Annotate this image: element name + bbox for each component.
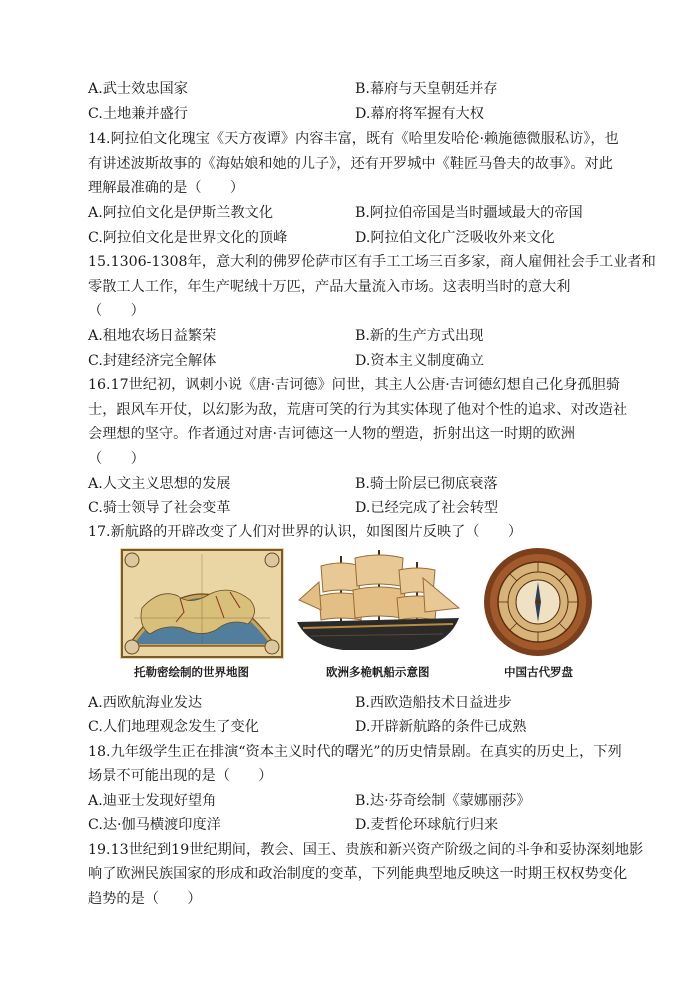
q14-option-a: A.阿拉伯文化是伊斯兰教文化 [88, 205, 274, 221]
q16-option-d: D.已经完成了社会转型 [355, 500, 499, 516]
q13-option-b: B.幕府与天皇朝廷并存 [355, 81, 498, 97]
q16-stem-line-4: （ ） [88, 451, 145, 467]
q19-stem-line-3: 趋势的是（ ） [88, 891, 202, 907]
ptolemy-map-caption: 托勒密绘制的世界地图 [134, 665, 249, 679]
sailing-ship-image [293, 548, 463, 658]
q15-stem-line-2: 零散工人工作，年生产呢绒十万匹，产品大量流入市场。这表明当时的意大利 [88, 279, 571, 295]
q18-stem-line-1: 18.九年级学生正在排演“资本主义时代的曙光”的历史情景剧。在真实的历史上，下列 [88, 744, 622, 760]
ptolemy-map-image [120, 548, 284, 659]
sailing-ship-caption: 欧洲多桅帆船示意图 [326, 665, 430, 679]
q16-option-b: B.骑士阶层已彻底衰落 [355, 476, 498, 492]
q15-stem-line-1: 15.1306-1308年，意大利的佛罗伦萨市区有手工工场三百多家，商人雇佣社会手工业者和 [88, 254, 656, 270]
q15-option-d: D.资本主义制度确立 [355, 353, 484, 369]
q17-option-a: A.西欧航海业发达 [88, 695, 203, 711]
q14-option-d: D.阿拉伯文化广泛吸收外来文化 [355, 230, 555, 246]
q16-stem-line-1: 16.17世纪初，讽刺小说《唐·吉诃德》问世，其主人公唐·吉诃德幻想自己化身孤胆骑 [88, 377, 621, 393]
q16-option-a: A.人文主义思想的发展 [88, 476, 231, 492]
compass-image [482, 546, 594, 658]
q18-stem-line-2: 场景不可能出现的是（ ） [88, 768, 273, 784]
q18-option-a: A.迪亚士发现好望角 [88, 793, 217, 809]
q18-option-b: B.达·芬奇绘制《蒙娜丽莎》 [355, 793, 531, 809]
q19-stem-line-2: 响了欧洲民族国家的形成和政治制度的变革，下列能典型地反映这一时期王权权势变化 [88, 866, 628, 882]
q13-option-d: D.幕府将军握有大权 [355, 106, 484, 122]
q14-stem-line-1: 14.阿拉伯文化瑰宝《天方夜谭》内容丰富，既有《哈里发哈伦·赖施德微服私访》，也 [88, 131, 619, 147]
q17-option-d: D.开辟新航路的条件已成熟 [355, 719, 527, 735]
q15-option-c: C.封建经济完全解体 [88, 353, 217, 369]
q17-stem-line-1: 17.新航路的开辟改变了人们对世界的认识，如图图片反映了（ ） [88, 524, 523, 540]
q15-stem-line-3: （ ） [88, 303, 145, 319]
q16-option-c: C.骑士领导了社会变革 [88, 500, 231, 516]
compass-caption: 中国古代罗盘 [504, 665, 573, 679]
q14-stem-line-2: 有讲述波斯故事的《海姑娘和她的儿子》，还有开罗城中《鞋匠马鲁夫的故事》。对此 [88, 156, 613, 172]
q15-option-b: B.新的生产方式出现 [355, 328, 484, 344]
q18-option-c: C.达·伽马横渡印度洋 [88, 817, 221, 833]
q17-option-b: B.西欧造船技术日益进步 [355, 695, 512, 711]
q14-option-c: C.阿拉伯文化是世界文化的顶峰 [88, 230, 288, 246]
q18-option-d: D.麦哲伦环球航行归来 [355, 817, 499, 833]
q16-stem-line-2: 士，跟风车开仗，以幻影为敌，荒唐可笑的行为其实体现了他对个性的追求、对改造社 [88, 402, 628, 418]
q15-option-a: A.租地农场日益繁荣 [88, 328, 217, 344]
q13-option-c: C.土地兼并盛行 [88, 106, 188, 122]
q14-option-b: B.阿拉伯帝国是当时疆域最大的帝国 [355, 205, 583, 221]
q16-stem-line-3: 会理想的坚守。作者通过对唐·吉诃德这一人物的塑造，折射出这一时期的欧洲 [88, 426, 575, 442]
q13-option-a: A.武士效忠国家 [88, 81, 188, 97]
q19-stem-line-1: 19.13世纪到19世纪期间，教会、国王、贵族和新兴资产阶级之间的斗争和妥协深刻地影 [88, 842, 644, 858]
q17-option-c: C.人们地理观念发生了变化 [88, 719, 259, 735]
q14-stem-line-3: 理解最准确的是（ ） [88, 180, 245, 196]
